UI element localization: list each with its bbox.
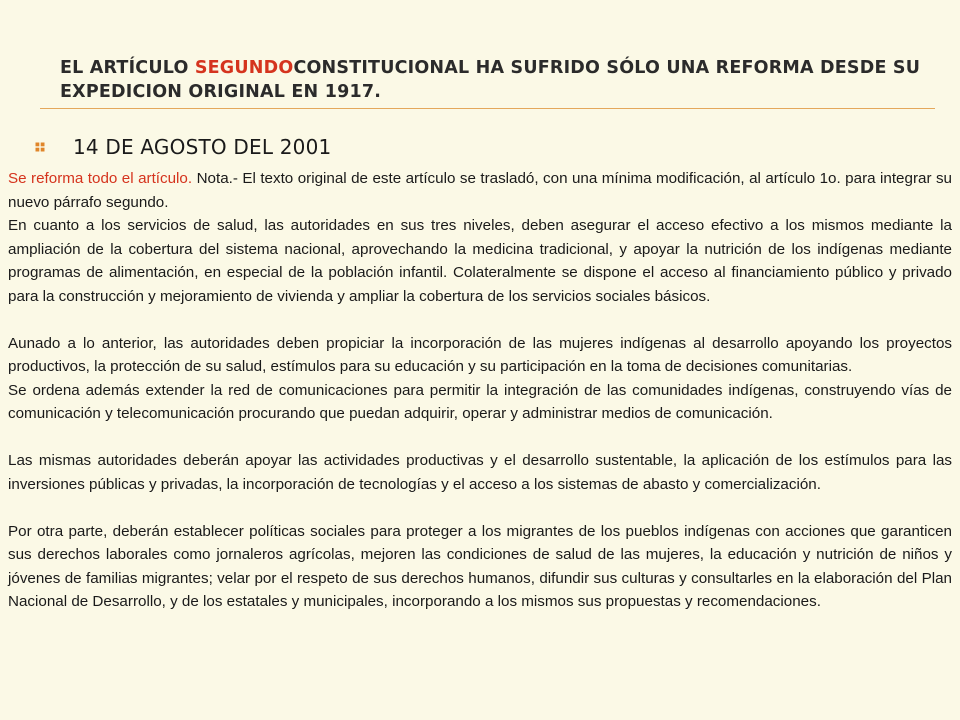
- paragraph-women: Aunado a lo anterior, las autoridades deben propiciar la incorporación de las mujeres indígenas al desarrollo apoyando los proyectos productivos, la protección de su salud, estímulos para su educación y su participación en la toma de decisiones comunitarias.: [8, 334, 952, 375]
- date-text: 14 DE AGOSTO DEL 2001: [73, 135, 332, 159]
- paragraph-gap: [8, 496, 952, 520]
- title-highlight: SEGUNDO: [194, 58, 294, 78]
- intro-note-text: Nota.- El texto original de este artículo se trasladó, con una mínima modificación, al artículo 1o. para integrar su nuevo párrafo segundo.: [8, 170, 953, 211]
- square-bullet-icon: [35, 142, 45, 152]
- paragraph-productive: Las mismas autoridades deberán apoyar las actividades productivas y el desarrollo sustentable, la aplicación de los estímulos para las inversiones públicas y privadas, la incorporación de tecnologías y el acceso a los sistemas de abasto y comercialización.: [8, 452, 952, 493]
- slide-title: [60, 56, 940, 104]
- paragraph-communications: Se ordena además extender la red de comunicaciones para permitir la integración de las comunidades indígenas, construyendo vías de comunicación y telecomunicación procurando que puedan adquirir, operar y administrar medios de comunicación.: [8, 381, 952, 422]
- date-bullet: [35, 132, 331, 162]
- title-part-1: EL ARTÍCULO: [60, 58, 195, 78]
- paragraph-health: En cuanto a los servicios de salud, las autoridades en sus tres niveles, deben asegurar el acceso efectivo a los mismos mediante la ampliación de la cobertura del sistema nacional, aprovechando la medicina tradicional, y apoyar la nutrición de los indígenas mediante programas de alimentación, en especial de la población infantil. Colateralmente se dispone el acceso al financiamiento público y privado para la construcción y mejoramiento de vivienda y ampliar la cobertura de los servicios sociales básicos.: [8, 217, 952, 305]
- paragraph-gap: [8, 426, 952, 450]
- intro-paragraph: [8, 167, 952, 214]
- intro-red-text: Se reforma todo el artículo.: [8, 170, 197, 187]
- title-divider: [40, 108, 935, 109]
- paragraph-migrants: Por otra parte, deberán establecer políticas sociales para proteger a los migrantes de los pueblos indígenas con acciones que garanticen sus derechos laborales como jornaleros agrícolas, mejoren las condiciones de salud de las mujeres, la educación y nutrición de niños y jóvenes de familias migrantes; velar por el respeto de sus derechos humanos, difundir sus culturas y consultarles en la elaboración del Plan Nacional de Desarrollo, y de los estatales y municipales, incorporando a los mismos sus propuestas y recomendaciones.: [8, 522, 952, 610]
- body-text: [8, 167, 952, 614]
- paragraph-gap: [8, 308, 952, 332]
- title-part-2: CONSTITUCIONAL HA SUFRIDO SÓLO UNA REFORMA DESDE SU EXPEDICION ORIGINAL EN 1917.: [60, 58, 921, 102]
